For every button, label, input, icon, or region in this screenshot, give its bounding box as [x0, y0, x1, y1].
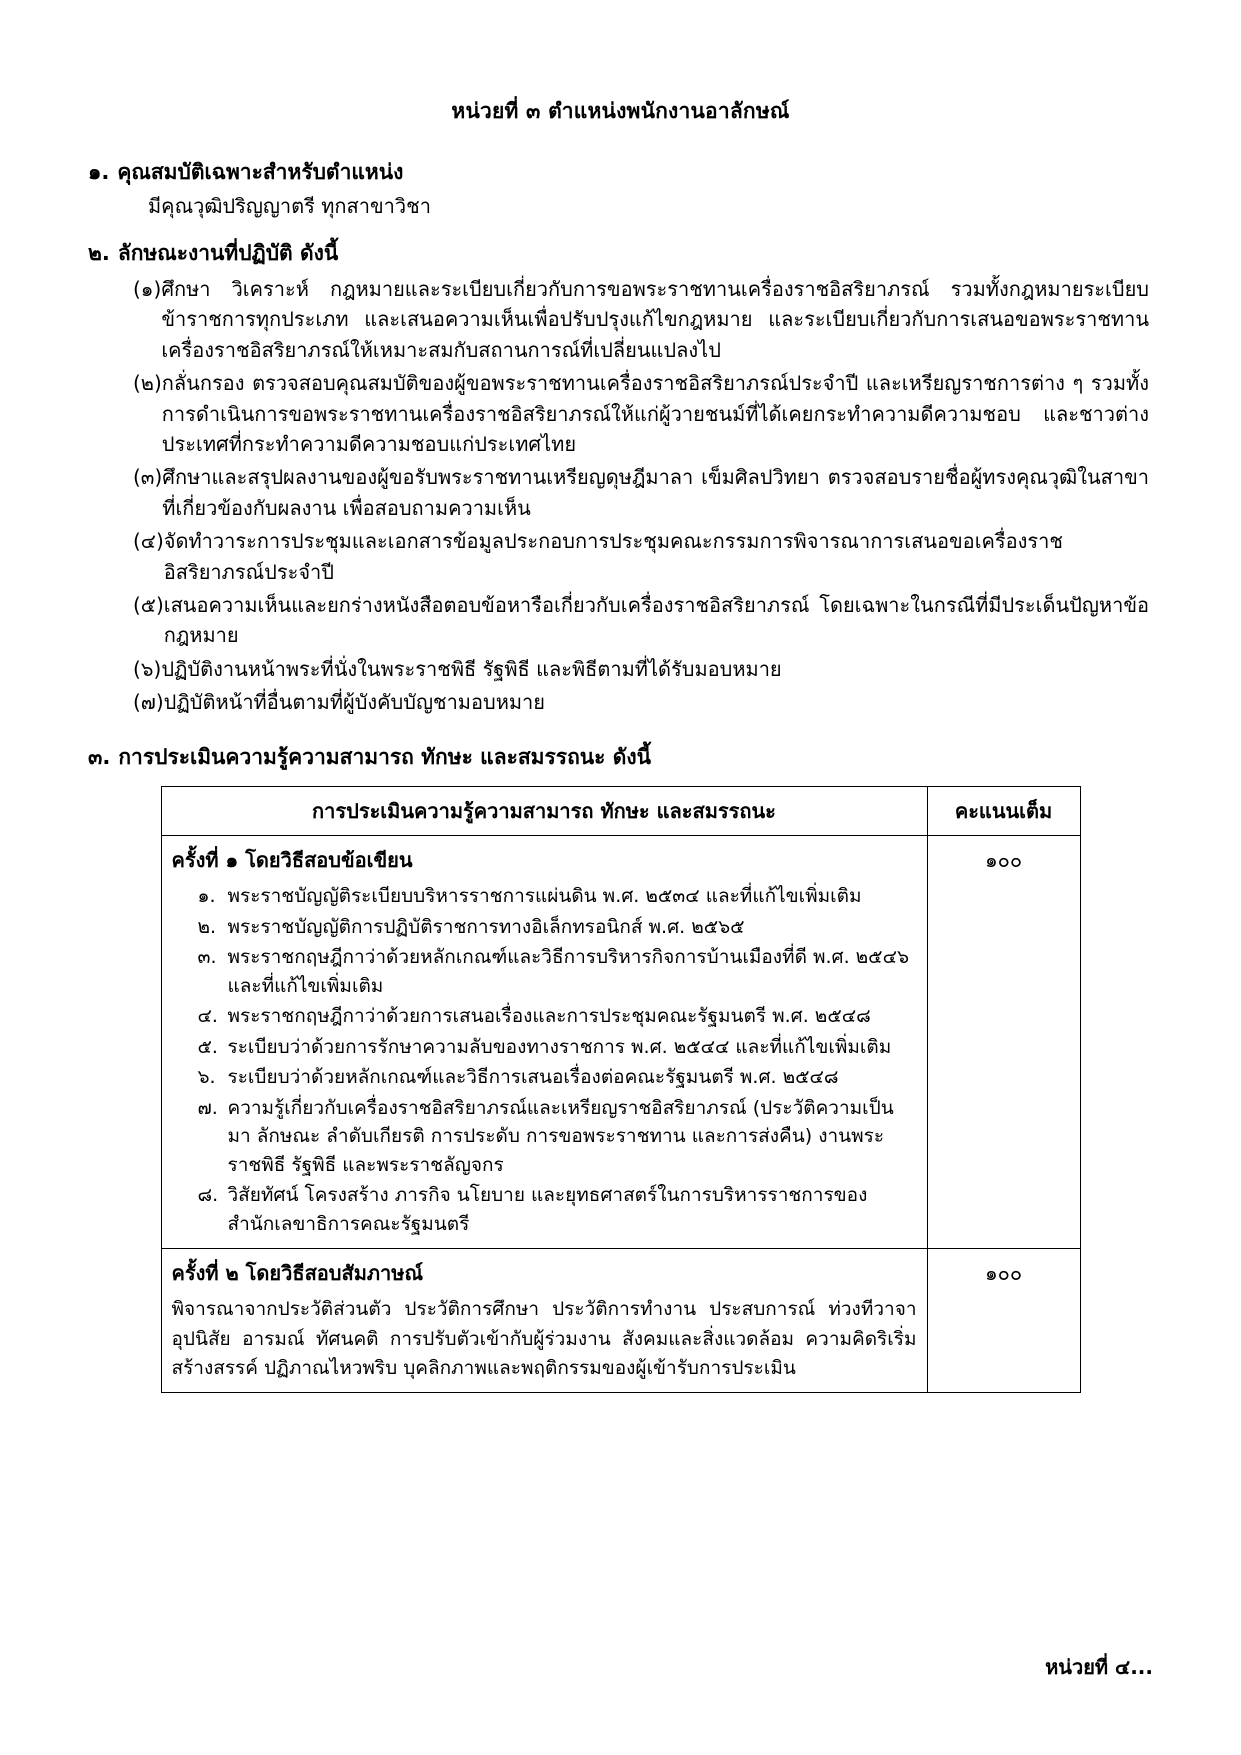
- table-header-row: [161, 787, 1080, 836]
- section1-title: คุณสมบัติเฉพาะสำหรับตำแหน่ง: [117, 160, 404, 184]
- round2-title: ครั้งที่ ๒ โดยวิธีสอบสัมภาษณ์: [171, 1261, 424, 1286]
- round1-topic-list: [172, 882, 917, 1238]
- list-item-text: ปฏิบัติงานหน้าพระที่นั่งในพระราชพิธี รัฐพิธี และพิธีตามที่ได้รับมอบหมาย: [161, 656, 782, 681]
- list-item-marker: (๗): [133, 690, 164, 715]
- list-item-text: กลั่นกรอง ตรวจสอบคุณสมบัติของผู้ขอพระราชทานเครื่องราชอิสริยาภรณ์ประจำปี และเหรียญราชการต่าง ๆ รวมทั้งการดำเนินการขอพระราชทานเครื่องราชอิสริยาภรณ์ให้แก่ผู้วายชนม์ที่ได้เคยกระทำความดีความชอบ และชาวต่างประเทศที่กระทำความดีความชอบแก่ประเทศไทย: [161, 371, 1149, 456]
- list-item-marker: ๒.: [197, 915, 217, 938]
- list-item-marker: (๑): [133, 277, 162, 301]
- section1-number: ๑.: [88, 160, 110, 184]
- list-item-text: ปฏิบัติหน้าที่อื่นตามที่ผู้บังคับบัญชามอบหมาย: [163, 690, 546, 715]
- list-item-marker: (๒): [133, 371, 162, 396]
- round1-cell: [161, 836, 927, 1249]
- round1-title: ครั้งที่ ๑ โดยวิธีสอบข้อเขียน: [171, 848, 413, 873]
- table-row: [161, 836, 1080, 1249]
- list-item: [172, 1094, 917, 1180]
- list-item: [172, 943, 917, 1000]
- list-item-text: ระเบียบว่าด้วยหลักเกณฑ์และวิธีการเสนอเรื่องต่อคณะรัฐมนตรี พ.ศ. ๒๕๔๘: [227, 1066, 839, 1089]
- section3-title: การประเมินความรู้ความสามารถ ทักษะ และสมรรถนะ ดังนี้: [118, 745, 651, 770]
- list-item: [172, 1181, 917, 1238]
- footer-continuation-note: หน่วยที่ ๔...: [1045, 1655, 1153, 1679]
- list-item-text: จัดทำวาระการประชุมและเอกสารข้อมูลประกอบการประชุมคณะกรรมการพิจารณาการเสนอขอเครื่องราชอิสริยาภรณ์ประจำปี: [163, 529, 1063, 584]
- list-item-marker: ๘.: [197, 1184, 219, 1207]
- list-item-marker: (๔): [133, 529, 164, 554]
- section-qualifications: [88, 156, 1153, 221]
- section2-heading: [88, 237, 1153, 270]
- duties-list: [88, 274, 1153, 717]
- section-assessment: [88, 741, 1153, 1392]
- round2-description: พิจารณาจากประวัติส่วนตัว ประวัติการศึกษา ประวัติการทำงาน ประสบการณ์ ท่วงทีวาจา อุปนิสัย อารมณ์ ทัศนคติ การปรับตัวเข้ากับผู้ร่วมงาน สังคมและสิ่งแวดล้อม ความคิดริเริ่มสร้างสรรค์ ปฏิภาณไหวพริบ บุคลิกภาพและพฤติกรรมของผู้เข้ารับการประเมิน: [171, 1298, 917, 1380]
- section3-number: ๓.: [88, 745, 111, 770]
- list-item-marker: ๗.: [197, 1096, 218, 1119]
- list-item-marker: ๕.: [197, 1035, 218, 1058]
- list-item-marker: ๔.: [197, 1005, 218, 1028]
- section2-number: ๒.: [88, 241, 110, 265]
- list-item-marker: (๓): [133, 465, 163, 490]
- list-item: [88, 462, 1153, 523]
- list-item-text: ศึกษา วิเคราะห์ กฎหมายและระเบียบเกี่ยวกับการขอพระราชทานเครื่องราชอิสริยาภรณ์ รวมทั้งกฎหมายระเบียบข้าราชการทุกประเภท และเสนอความเห็นเพื่อปรับปรุงแก้ไขกฎหมาย และระเบียบเกี่ยวกับการเสนอขอพระราชทานเครื่องราชอิสริยาภรณ์ให้เหมาะสมกับสถานการณ์ที่เปลี่ยนแปลงไป: [161, 277, 1149, 362]
- section1-text: มีคุณวุฒิปริญญาตรี ทุกสาขาวิชา: [148, 194, 431, 218]
- list-item: [172, 882, 917, 911]
- list-item-text: ศึกษาและสรุปผลงานของผู้ขอรับพระราชทานเหรียญดุษฎีมาลา เข็มศิลปวิทยา ตรวจสอบรายชื่อผู้ทรงคุณวุฒิในสาขาที่เกี่ยวข้องกับผลงาน เพื่อสอบถามความเห็น: [162, 465, 1149, 520]
- round2-score: ๑๐๐: [927, 1249, 1080, 1392]
- list-item: [88, 368, 1153, 459]
- column-header-criteria: การประเมินความรู้ความสามารถ ทักษะ และสมรรถนะ: [161, 787, 927, 836]
- page-title: หน่วยที่ ๓ ตำแหน่งพนักงานอาลักษณ์: [451, 99, 790, 123]
- round2-cell: [161, 1249, 927, 1392]
- section3-heading: [88, 741, 1153, 774]
- list-item-text: ความรู้เกี่ยวกับเครื่องราชอิสริยาภรณ์และเหรียญราชอิสริยาภรณ์ (ประวัติความเป็นมา ลักษณะ ลำดับเกียรติ การประดับ การขอพระราชทาน และการส่งคืน) งานพระราชพิธี รัฐพิธี และพระราชลัญจกร: [227, 1096, 894, 1176]
- list-item: [172, 1033, 917, 1062]
- round1-score: ๑๐๐: [927, 836, 1080, 1249]
- list-item-text: พระราชกฤษฎีกาว่าด้วยหลักเกณฑ์และวิธีการบริหารกิจการบ้านเมืองที่ดี พ.ศ. ๒๕๔๖ และที่แก้ไขเพิ่มเติม: [227, 946, 910, 997]
- list-item-text: วิสัยทัศน์ โครงสร้าง ภารกิจ นโยบาย และยุทธศาสตร์ในการบริหารราชการของสำนักเลขาธิการคณะรัฐมนตรี: [227, 1184, 868, 1235]
- list-item: [172, 913, 917, 942]
- column-header-score: คะแนนเต็ม: [927, 787, 1080, 836]
- list-item: [88, 274, 1153, 365]
- assessment-table: [161, 786, 1081, 1392]
- list-item-marker: (๖): [133, 656, 162, 681]
- list-item-text: ระเบียบว่าด้วยการรักษาความลับของทางราชการ พ.ศ. ๒๕๔๔ และที่แก้ไขเพิ่มเติม: [227, 1035, 892, 1058]
- list-item-text: เสนอความเห็นและยกร่างหนังสือตอบข้อหารือเกี่ยวกับเครื่องราชอิสริยาภรณ์ โดยเฉพาะในกรณีที่มีประเด็นปัญหาข้อกฎหมาย: [163, 592, 1149, 648]
- section1-heading: [88, 156, 1153, 189]
- list-item-marker: ๓.: [197, 946, 217, 969]
- list-item-text: พระราชบัญญัติระเบียบบริหารราชการแผ่นดิน พ.ศ. ๒๕๓๔ และที่แก้ไขเพิ่มเติม: [227, 885, 862, 908]
- list-item-text: พระราชบัญญัติการปฏิบัติราชการทางอิเล็กทรอนิกส์ พ.ศ. ๒๕๖๕: [227, 915, 745, 938]
- list-item: [88, 654, 1153, 684]
- section2-title: ลักษณะงานที่ปฏิบัติ ดังนี้: [117, 241, 339, 265]
- list-item: [172, 1063, 917, 1092]
- list-item: [88, 526, 1153, 587]
- table-row: [161, 1249, 1080, 1392]
- section-duties: [88, 237, 1153, 717]
- list-item-marker: (๕): [133, 592, 164, 617]
- list-item: [88, 687, 1153, 717]
- list-item-text: พระราชกฤษฎีกาว่าด้วยการเสนอเรื่องและการประชุมคณะรัฐมนตรี พ.ศ. ๒๕๔๘: [227, 1005, 871, 1028]
- list-item: [172, 1002, 917, 1031]
- list-item-marker: ๖.: [197, 1066, 216, 1089]
- list-item: [88, 590, 1153, 651]
- list-item-marker: ๑.: [197, 885, 216, 908]
